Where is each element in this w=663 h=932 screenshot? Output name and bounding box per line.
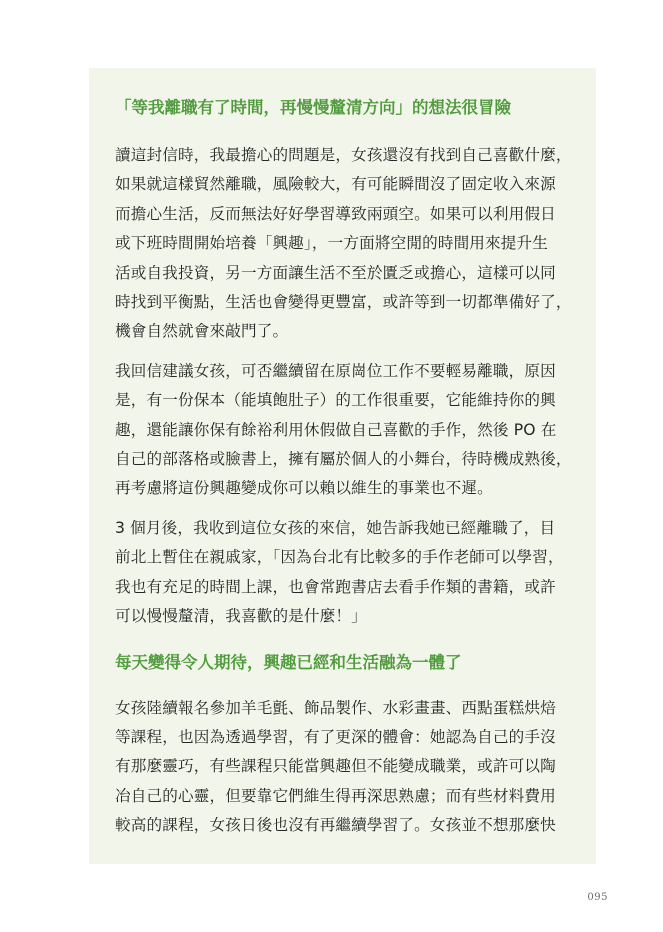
- text-line: 自己的部落格或臉書上，擁有屬於個人的小舞台，待時機成熟後，: [115, 450, 572, 469]
- text-line: 機會自然就會來敲門了。: [115, 322, 289, 341]
- text-line: 我也有充足的時間上課，也會常跑書店去看手作類的書籍，或許: [115, 577, 556, 596]
- paragraph-2: [115, 357, 577, 504]
- text-line: 或下班時間開始培養「興趣」，一方面將空閒的時間用來提升生: [115, 234, 549, 253]
- text-line: 女孩陸續報名參加羊毛氈、飾品製作、水彩畫畫、西點蛋糕烘焙: [115, 698, 556, 717]
- text-line: 等課程，也因為透過學習，有了更深的體會：她認為自己的手沒: [115, 727, 556, 746]
- text-line: 而擔心生活，反而無法好好學習導致兩頭空。如果可以利用假日: [115, 204, 556, 223]
- page-number: 095: [587, 892, 608, 903]
- section-heading-2: 每天變得令人期待，興趣已經和生活融為一體了: [115, 652, 462, 672]
- paragraph-3: [115, 514, 577, 632]
- text-line: 我回信建議女孩，可否繼續留在原崗位工作不要輕易離職，原因: [115, 361, 556, 380]
- text-line: 時找到平衡點，生活也會變得更豐富，或許等到一切都準備好了，: [115, 293, 572, 312]
- text-line: 是，有一份保本（能填飽肚子）的工作很重要，它能維持你的興: [115, 391, 556, 410]
- text-line: 3 個月後，我收到這位女孩的來信，她告訴我她已經離職了，目: [115, 518, 556, 537]
- section-heading-1: 「等我離職有了時間，再慢慢釐清方向」的想法很冒險: [115, 98, 511, 117]
- text-line: 可以慢慢釐清，我喜歡的是什麼！」: [115, 607, 367, 626]
- text-line: 讀這封信時，我最擔心的問題是，女孩還沒有找到自己喜歡什麼，: [115, 146, 572, 164]
- text-line: 如果就這樣貿然離職，風險較大，有可能瞬間沒了固定收入來源: [115, 175, 556, 194]
- text-line: 有那麼靈巧，有些課程只能當興趣但不能變成職業，或許可以陶: [115, 757, 556, 776]
- text-line: 趣，還能讓你保有餘裕利用休假做自己喜歡的手作，然後 PO 在: [115, 420, 557, 439]
- text-line: 前北上暫住在親戚家，「因為台北有比較多的手作老師可以學習，: [115, 548, 564, 567]
- text-line: 再考慮將這份興趣變成你可以賴以維生的事業也不遲。: [115, 479, 493, 498]
- paragraph-4: [115, 694, 577, 841]
- article-body: [115, 97, 577, 841]
- text-line: 冶自己的心靈，但要靠它們維生得再深思熟慮；而有些材料費用: [115, 786, 556, 805]
- paragraph-1: [115, 141, 577, 347]
- text-line: 較高的課程，女孩日後也沒有再繼續學習了。女孩並不想那麼快: [115, 816, 556, 835]
- text-line: 活或自我投資，另一方面讓生活不至於匱乏或擔心，這樣可以同: [115, 263, 556, 282]
